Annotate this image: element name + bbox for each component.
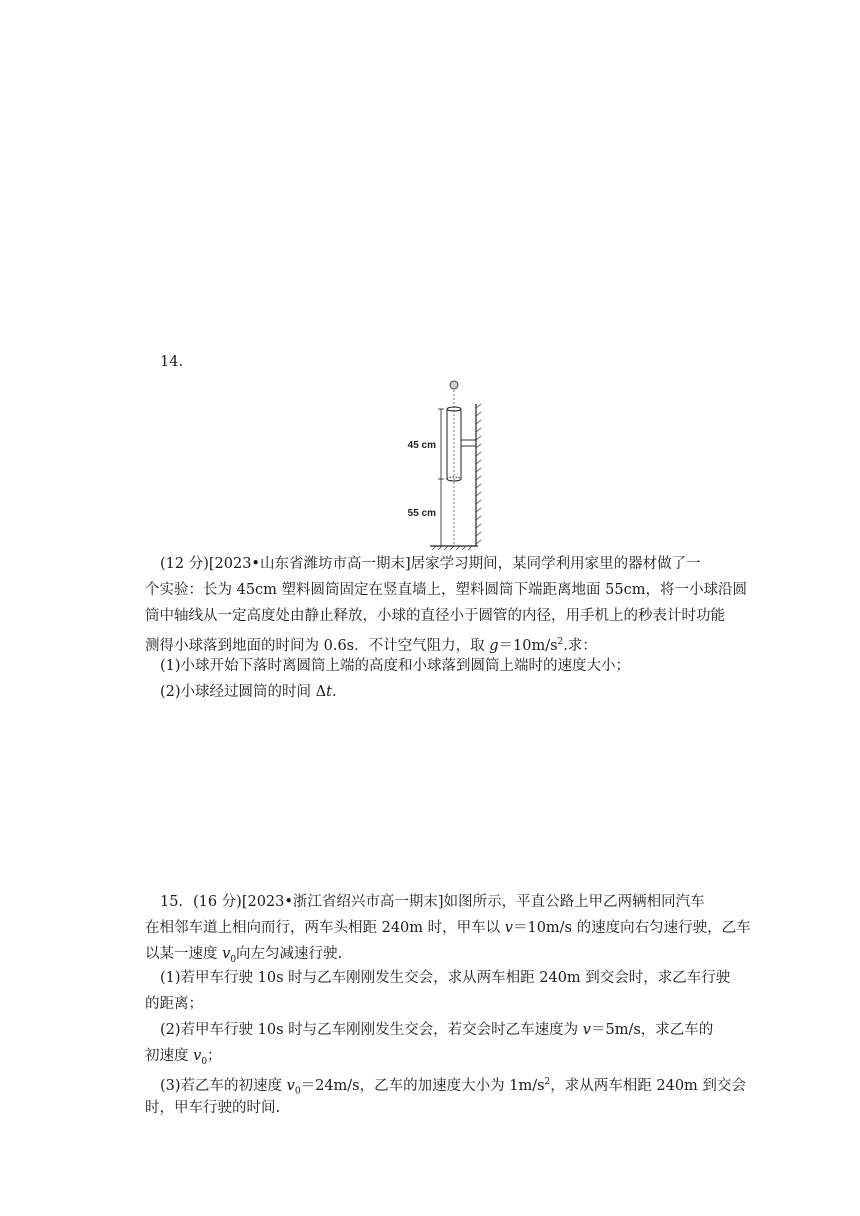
q14-stem-line-4c: .求： — [563, 637, 597, 654]
q15-line3b: 向左匀减速行驶. — [236, 946, 343, 962]
q14-stem-line-3: 筒中轴线从一定高度处由静止释放，小球的直径小于圆管的内径，用手机上的秒表计时功能 — [145, 608, 725, 624]
var-v: v — [582, 1022, 591, 1038]
q15-line2a: 在相邻车道上相向而行，两车头相距 240m 时，甲车以 — [145, 920, 505, 936]
tube-ball-figure — [380, 374, 500, 554]
q15-stem-line-2 — [145, 918, 751, 938]
var-v: v — [504, 920, 513, 936]
q14-stem-line-4b: ＝10m/s — [498, 637, 558, 654]
q14-sub2-text: (2)小球经过圆筒的时间 Δ — [160, 684, 327, 700]
label-45cm: 45 cm — [407, 440, 436, 451]
var-t: t — [326, 684, 332, 700]
var-v0: v — [286, 1077, 295, 1094]
q14-sub-question-2 — [160, 682, 337, 702]
q15-sub2-1a: (2)若甲车行驶 10s 时与乙车刚刚发生交会，若交会时乙车速度为 — [160, 1022, 583, 1038]
sup-2: 2 — [557, 637, 564, 647]
label-55cm: 55 cm — [407, 508, 436, 519]
q15-sub3-1a: (3)若乙车的初速度 — [160, 1077, 287, 1094]
q14-stem-line-4a: 测得小球落到地面的时间为 0.6s．不计空气阻力，取 — [145, 637, 490, 654]
ball-icon — [450, 381, 458, 389]
q15-stem-line-3 — [145, 944, 342, 970]
q15-sub2-1b: ＝5m/s，求乙车的 — [590, 1022, 714, 1038]
q15-sub3-1c: ，求从两车相距 240m 到交会 — [550, 1077, 746, 1094]
sub-0: 0 — [230, 954, 237, 965]
q14-stem-line-4 — [145, 632, 597, 656]
q14-stem-line-2: 个实验：长为 45cm 塑料圆筒固定在竖直墙上，塑料圆筒下端距离地面 55cm，将一小球沿圆 — [145, 582, 747, 598]
sub-0: 0 — [201, 1056, 208, 1067]
sup-2: 2 — [544, 1077, 551, 1087]
q15-sub2-2a: 初速度 — [145, 1048, 194, 1064]
q15-sub1-line-1: (1)若甲车行驶 10s 时与乙车刚刚发生交会，求从两车相距 240m 到交会时，求乙车行驶 — [160, 970, 731, 986]
sub-0: 0 — [294, 1086, 301, 1097]
q15-sub3-line-2: 时，甲车行驶的时间. — [145, 1100, 281, 1116]
q15-stem-line-1: 15．(16 分)[2023•浙江省绍兴市高一期末]如图所示，平直公路上甲乙两辆相同汽车 — [160, 894, 705, 910]
q14-sub-question-1: (1)小球开始下落时离圆筒上端的高度和小球落到圆筒上端时的速度大小； — [160, 658, 631, 674]
question-14-number: 14. — [160, 354, 184, 370]
q15-line2b: ＝10m/s 的速度向右匀速行驶，乙车 — [512, 920, 751, 936]
dimension-lines — [438, 409, 444, 546]
q15-sub3-1b: ＝24m/s，乙车的加速度大小为 1m/s — [300, 1077, 545, 1094]
wall-hatch — [476, 404, 481, 544]
q15-sub2-line-1 — [160, 1020, 713, 1040]
q14-sub2-end: . — [331, 684, 337, 700]
var-g: g — [489, 637, 499, 654]
tube-bracket — [461, 440, 476, 446]
q15-sub2-2b: ； — [207, 1048, 222, 1064]
q15-sub1-line-2: 的距离； — [145, 996, 203, 1012]
q15-sub2-line-2 — [145, 1046, 222, 1072]
var-v0: v — [193, 1048, 202, 1064]
var-v0: v — [222, 946, 231, 962]
q15-line3a: 以某一速度 — [145, 946, 223, 962]
q14-stem-line-1: (12 分)[2023•山东省潍坊市高一期末]居家学习期间，某同学利用家里的器材做了一 — [160, 556, 701, 572]
